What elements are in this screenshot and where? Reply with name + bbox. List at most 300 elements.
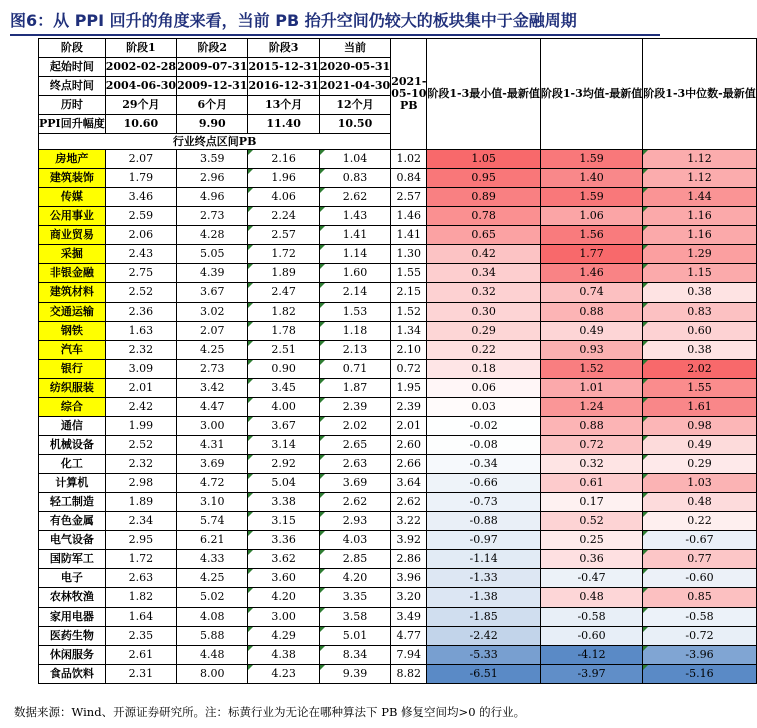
cell-s2: 4.31 <box>177 435 248 454</box>
cell-s1: 2.52 <box>105 283 176 302</box>
cell-s2: 4.25 <box>177 569 248 588</box>
industry-name: 采掘 <box>39 245 106 264</box>
header-value: 6个月 <box>177 96 248 115</box>
cell-s3: 3.14 <box>248 435 319 454</box>
cell-d3: 1.15 <box>643 264 756 283</box>
cell-d1: -6.51 <box>427 664 540 683</box>
cell-s2: 3.02 <box>177 302 248 321</box>
header-value: 阶段2 <box>177 39 248 58</box>
cell-cur: 2.02 <box>319 416 390 435</box>
header-value: 2009-12-31 <box>177 77 248 96</box>
header-row <box>39 39 757 58</box>
cell-cur: 1.87 <box>319 378 390 397</box>
table-row <box>39 588 757 607</box>
cell-s3: 4.20 <box>248 588 319 607</box>
cell-d3: 0.49 <box>643 435 756 454</box>
header-value: 2004-06-30 <box>105 77 176 96</box>
cell-d3: -5.16 <box>643 664 756 683</box>
cell-d2: -0.58 <box>540 607 642 626</box>
cell-pb: 3.64 <box>391 474 427 493</box>
industry-name: 通信 <box>39 416 106 435</box>
cell-d3: -0.67 <box>643 531 756 550</box>
cell-d3: 1.12 <box>643 169 756 188</box>
industry-name: 食品饮料 <box>39 664 106 683</box>
cell-s2: 5.05 <box>177 245 248 264</box>
industry-name: 房地产 <box>39 150 106 169</box>
cell-d3: 2.02 <box>643 359 756 378</box>
cell-cur: 2.93 <box>319 512 390 531</box>
cell-s1: 1.72 <box>105 550 176 569</box>
cell-s3: 3.36 <box>248 531 319 550</box>
cell-d2: -4.12 <box>540 645 642 664</box>
cell-d2: 1.40 <box>540 169 642 188</box>
cell-cur: 2.39 <box>319 397 390 416</box>
industry-name: 有色金属 <box>39 512 106 531</box>
header-value: 10.60 <box>105 115 176 134</box>
cell-d1: -5.33 <box>427 645 540 664</box>
cell-d1: 0.18 <box>427 359 540 378</box>
cell-pb: 1.52 <box>391 302 427 321</box>
industry-name: 公用事业 <box>39 207 106 226</box>
cell-s1: 3.46 <box>105 188 176 207</box>
cell-pb: 3.96 <box>391 569 427 588</box>
cell-pb: 2.86 <box>391 550 427 569</box>
cell-s3: 4.06 <box>248 188 319 207</box>
cell-s2: 3.10 <box>177 493 248 512</box>
industry-name: 机械设备 <box>39 435 106 454</box>
cell-cur: 2.65 <box>319 435 390 454</box>
cell-s1: 2.61 <box>105 645 176 664</box>
cell-pb: 1.55 <box>391 264 427 283</box>
cell-d3: 0.22 <box>643 512 756 531</box>
table-row <box>39 435 757 454</box>
industry-name: 电气设备 <box>39 531 106 550</box>
cell-s2: 5.02 <box>177 588 248 607</box>
cell-d2: -0.60 <box>540 626 642 645</box>
cell-d3: -3.96 <box>643 645 756 664</box>
cell-d3: 1.61 <box>643 397 756 416</box>
table-row <box>39 664 757 683</box>
header-value: 当前 <box>319 39 390 58</box>
cell-pb: 1.46 <box>391 207 427 226</box>
cell-s2: 4.08 <box>177 607 248 626</box>
cell-d2: 0.88 <box>540 302 642 321</box>
cell-s3: 1.72 <box>248 245 319 264</box>
cell-pb: 3.20 <box>391 588 427 607</box>
cell-d1: -1.33 <box>427 569 540 588</box>
table-row <box>39 550 757 569</box>
cell-d2: 1.52 <box>540 359 642 378</box>
cell-cur: 2.62 <box>319 493 390 512</box>
cell-d1: 0.32 <box>427 283 540 302</box>
cell-s2: 5.74 <box>177 512 248 531</box>
cell-pb: 2.57 <box>391 188 427 207</box>
cell-s3: 2.47 <box>248 283 319 302</box>
cell-cur: 5.01 <box>319 626 390 645</box>
cell-cur: 4.03 <box>319 531 390 550</box>
cell-pb: 1.02 <box>391 150 427 169</box>
cell-pb: 0.72 <box>391 359 427 378</box>
cell-d2: 1.06 <box>540 207 642 226</box>
cell-s1: 2.42 <box>105 397 176 416</box>
table-row <box>39 416 757 435</box>
header-value: 12个月 <box>319 96 390 115</box>
cell-pb: 1.34 <box>391 321 427 340</box>
cell-s1: 2.63 <box>105 569 176 588</box>
cell-s3: 3.67 <box>248 416 319 435</box>
table-row <box>39 645 757 664</box>
cell-d3: 0.38 <box>643 340 756 359</box>
cell-pb: 1.41 <box>391 226 427 245</box>
cell-d1: -0.88 <box>427 512 540 531</box>
cell-d2: -3.97 <box>540 664 642 683</box>
cell-d2: 0.49 <box>540 321 642 340</box>
cell-d2: -0.47 <box>540 569 642 588</box>
cell-s1: 2.35 <box>105 626 176 645</box>
cell-s1: 3.09 <box>105 359 176 378</box>
source-note: 数据来源：Wind、开源证券研究所。注：标黄行业为无论在哪种算法下 PB 修复空间均>0 的行业。 <box>14 705 526 719</box>
cell-d3: 1.55 <box>643 378 756 397</box>
header-label: 终点时间 <box>39 77 106 96</box>
cell-s2: 4.39 <box>177 264 248 283</box>
cell-s3: 4.00 <box>248 397 319 416</box>
cell-d2: 0.25 <box>540 531 642 550</box>
cell-s3: 2.51 <box>248 340 319 359</box>
cell-s1: 2.01 <box>105 378 176 397</box>
cell-s1: 2.43 <box>105 245 176 264</box>
cell-d2: 1.77 <box>540 245 642 264</box>
header-label: PPI回升幅度 <box>39 115 106 134</box>
diff-column-header: 阶段1-3均值-最新值 <box>540 39 642 150</box>
table-row <box>39 569 757 588</box>
section-label: 行业终点区间PB <box>39 134 391 150</box>
cell-d3: 0.60 <box>643 321 756 340</box>
cell-d3: -0.58 <box>643 607 756 626</box>
cell-d3: 0.29 <box>643 455 756 474</box>
cell-d1: 0.06 <box>427 378 540 397</box>
cell-d1: 0.78 <box>427 207 540 226</box>
cell-cur: 2.85 <box>319 550 390 569</box>
cell-cur: 2.62 <box>319 188 390 207</box>
header-label: 历时 <box>39 96 106 115</box>
table-row <box>39 359 757 378</box>
cell-s3: 1.96 <box>248 169 319 188</box>
cell-s2: 2.07 <box>177 321 248 340</box>
cell-s2: 2.73 <box>177 359 248 378</box>
cell-cur: 1.14 <box>319 245 390 264</box>
cell-s1: 2.07 <box>105 150 176 169</box>
industry-name: 纺织服装 <box>39 378 106 397</box>
cell-cur: 9.39 <box>319 664 390 683</box>
cell-cur: 2.13 <box>319 340 390 359</box>
table-row <box>39 207 757 226</box>
cell-s3: 2.16 <box>248 150 319 169</box>
header-value: 2021-04-30 <box>319 77 390 96</box>
pb-table <box>38 38 757 684</box>
table-row <box>39 302 757 321</box>
cell-s1: 2.36 <box>105 302 176 321</box>
industry-name: 汽车 <box>39 340 106 359</box>
cell-s3: 2.57 <box>248 226 319 245</box>
table-row <box>39 264 757 283</box>
cell-s2: 4.25 <box>177 340 248 359</box>
cell-cur: 1.04 <box>319 150 390 169</box>
industry-name: 国防军工 <box>39 550 106 569</box>
cell-d2: 0.36 <box>540 550 642 569</box>
cell-s1: 2.59 <box>105 207 176 226</box>
cell-s1: 2.32 <box>105 455 176 474</box>
cell-cur: 1.41 <box>319 226 390 245</box>
cell-d2: 0.61 <box>540 474 642 493</box>
cell-d1: -0.02 <box>427 416 540 435</box>
table-row <box>39 531 757 550</box>
cell-pb: 1.30 <box>391 245 427 264</box>
cell-d3: 0.48 <box>643 493 756 512</box>
cell-s1: 2.98 <box>105 474 176 493</box>
cell-d3: 0.85 <box>643 588 756 607</box>
cell-d2: 1.59 <box>540 150 642 169</box>
header-value: 2015-12-31 <box>248 58 319 77</box>
cell-d2: 1.01 <box>540 378 642 397</box>
cell-s3: 5.04 <box>248 474 319 493</box>
cell-s3: 4.38 <box>248 645 319 664</box>
header-value: 11.40 <box>248 115 319 134</box>
table-row <box>39 607 757 626</box>
header-value: 阶段3 <box>248 39 319 58</box>
industry-name: 银行 <box>39 359 106 378</box>
industry-name: 医药生物 <box>39 626 106 645</box>
table-row <box>39 378 757 397</box>
cell-s1: 1.79 <box>105 169 176 188</box>
header-label: 起始时间 <box>39 58 106 77</box>
cell-d2: 1.46 <box>540 264 642 283</box>
cell-s3: 3.00 <box>248 607 319 626</box>
industry-name: 轻工制造 <box>39 493 106 512</box>
cell-s2: 4.48 <box>177 645 248 664</box>
cell-d3: 1.03 <box>643 474 756 493</box>
cell-d1: 0.34 <box>427 264 540 283</box>
cell-s2: 3.69 <box>177 455 248 474</box>
cell-pb: 1.95 <box>391 378 427 397</box>
cell-d2: 1.59 <box>540 188 642 207</box>
cell-s3: 2.92 <box>248 455 319 474</box>
cell-d1: 0.03 <box>427 397 540 416</box>
table-row <box>39 512 757 531</box>
cell-d2: 0.48 <box>540 588 642 607</box>
industry-name: 化工 <box>39 455 106 474</box>
cell-s1: 2.34 <box>105 512 176 531</box>
cell-d1: 0.29 <box>427 321 540 340</box>
industry-name: 传媒 <box>39 188 106 207</box>
cell-d3: 0.77 <box>643 550 756 569</box>
cell-d2: 0.72 <box>540 435 642 454</box>
header-value: 2002-02-28 <box>105 58 176 77</box>
cell-s3: 2.24 <box>248 207 319 226</box>
cell-s1: 1.89 <box>105 493 176 512</box>
table-row <box>39 397 757 416</box>
table-row <box>39 340 757 359</box>
header-value: 阶段1 <box>105 39 176 58</box>
cell-pb: 3.22 <box>391 512 427 531</box>
cell-d3: 1.16 <box>643 207 756 226</box>
table-row <box>39 150 757 169</box>
cell-cur: 3.58 <box>319 607 390 626</box>
cell-s2: 4.28 <box>177 226 248 245</box>
cell-cur: 1.43 <box>319 207 390 226</box>
cell-pb: 8.82 <box>391 664 427 683</box>
cell-s3: 1.78 <box>248 321 319 340</box>
cell-cur: 2.14 <box>319 283 390 302</box>
cell-d1: -1.14 <box>427 550 540 569</box>
cell-s1: 1.82 <box>105 588 176 607</box>
cell-s3: 4.29 <box>248 626 319 645</box>
table-body <box>39 39 757 684</box>
industry-name: 建筑材料 <box>39 283 106 302</box>
cell-d3: 1.29 <box>643 245 756 264</box>
cell-d1: 0.30 <box>427 302 540 321</box>
figure-title: 图6：从 PPI 回升的角度来看，当前 PB 抬升空间仍较大的板块集中于金融周期 <box>10 11 577 30</box>
cell-pb: 2.39 <box>391 397 427 416</box>
cell-pb: 2.62 <box>391 493 427 512</box>
cell-pb: 2.15 <box>391 283 427 302</box>
cell-s1: 2.95 <box>105 531 176 550</box>
cell-s1: 1.64 <box>105 607 176 626</box>
industry-name: 休闲服务 <box>39 645 106 664</box>
table-row <box>39 626 757 645</box>
cell-pb: 2.60 <box>391 435 427 454</box>
header-value: 10.50 <box>319 115 390 134</box>
header-label: 阶段 <box>39 39 106 58</box>
industry-name: 家用电器 <box>39 607 106 626</box>
cell-cur: 0.71 <box>319 359 390 378</box>
cell-s2: 2.73 <box>177 207 248 226</box>
cell-cur: 8.34 <box>319 645 390 664</box>
cell-s3: 3.60 <box>248 569 319 588</box>
cell-cur: 0.83 <box>319 169 390 188</box>
cell-pb: 2.01 <box>391 416 427 435</box>
cell-s3: 1.89 <box>248 264 319 283</box>
cell-pb: 3.49 <box>391 607 427 626</box>
cell-cur: 3.35 <box>319 588 390 607</box>
header-value: 9.90 <box>177 115 248 134</box>
cell-s1: 2.75 <box>105 264 176 283</box>
cell-d3: 0.83 <box>643 302 756 321</box>
cell-s1: 1.63 <box>105 321 176 340</box>
cell-cur: 1.18 <box>319 321 390 340</box>
pb-column-header: 2021-05-10 PB <box>391 39 427 150</box>
cell-d3: 1.12 <box>643 150 756 169</box>
industry-name: 建筑装饰 <box>39 169 106 188</box>
cell-s2: 4.96 <box>177 188 248 207</box>
table-row <box>39 283 757 302</box>
table-row <box>39 321 757 340</box>
cell-pb: 7.94 <box>391 645 427 664</box>
cell-s3: 3.38 <box>248 493 319 512</box>
cell-d1: -0.97 <box>427 531 540 550</box>
industry-name: 综合 <box>39 397 106 416</box>
cell-d1: 0.89 <box>427 188 540 207</box>
cell-d1: 0.22 <box>427 340 540 359</box>
title-rule <box>10 34 660 36</box>
cell-d2: 0.93 <box>540 340 642 359</box>
cell-s2: 2.96 <box>177 169 248 188</box>
table-row <box>39 169 757 188</box>
industry-name: 非银金融 <box>39 264 106 283</box>
cell-d1: -2.42 <box>427 626 540 645</box>
cell-cur: 4.20 <box>319 569 390 588</box>
cell-pb: 2.66 <box>391 455 427 474</box>
cell-d3: 1.16 <box>643 226 756 245</box>
table-row <box>39 245 757 264</box>
cell-d1: -0.34 <box>427 455 540 474</box>
industry-name: 农林牧渔 <box>39 588 106 607</box>
cell-s2: 4.72 <box>177 474 248 493</box>
cell-d3: -0.60 <box>643 569 756 588</box>
cell-s2: 4.33 <box>177 550 248 569</box>
diff-column-header: 阶段1-3最小值-最新值 <box>427 39 540 150</box>
cell-pb: 3.92 <box>391 531 427 550</box>
cell-d3: 1.44 <box>643 188 756 207</box>
cell-s2: 5.88 <box>177 626 248 645</box>
cell-d2: 0.88 <box>540 416 642 435</box>
cell-d2: 0.17 <box>540 493 642 512</box>
cell-s1: 2.32 <box>105 340 176 359</box>
diff-column-header: 阶段1-3中位数-最新值 <box>643 39 756 150</box>
cell-d2: 0.32 <box>540 455 642 474</box>
cell-s3: 4.23 <box>248 664 319 683</box>
cell-s3: 3.15 <box>248 512 319 531</box>
cell-d1: 1.05 <box>427 150 540 169</box>
cell-d1: -0.66 <box>427 474 540 493</box>
cell-s2: 3.42 <box>177 378 248 397</box>
header-value: 2009-07-31 <box>177 58 248 77</box>
header-value: 29个月 <box>105 96 176 115</box>
header-value: 2020-05-31 <box>319 58 390 77</box>
cell-d3: -0.72 <box>643 626 756 645</box>
cell-d1: -1.85 <box>427 607 540 626</box>
cell-s2: 3.00 <box>177 416 248 435</box>
table-row <box>39 474 757 493</box>
cell-pb: 0.84 <box>391 169 427 188</box>
cell-d2: 0.52 <box>540 512 642 531</box>
table-row <box>39 188 757 207</box>
cell-d1: -0.08 <box>427 435 540 454</box>
cell-s1: 2.52 <box>105 435 176 454</box>
cell-s2: 4.47 <box>177 397 248 416</box>
cell-cur: 1.53 <box>319 302 390 321</box>
industry-name: 交通运输 <box>39 302 106 321</box>
cell-pb: 4.77 <box>391 626 427 645</box>
cell-s2: 8.00 <box>177 664 248 683</box>
cell-s2: 3.67 <box>177 283 248 302</box>
cell-cur: 2.63 <box>319 455 390 474</box>
cell-d1: 0.65 <box>427 226 540 245</box>
table-row <box>39 455 757 474</box>
cell-pb: 2.10 <box>391 340 427 359</box>
cell-d3: 0.38 <box>643 283 756 302</box>
cell-s3: 3.62 <box>248 550 319 569</box>
cell-s1: 2.06 <box>105 226 176 245</box>
cell-cur: 1.60 <box>319 264 390 283</box>
cell-d1: 0.42 <box>427 245 540 264</box>
cell-d2: 0.74 <box>540 283 642 302</box>
table-row <box>39 493 757 512</box>
cell-cur: 3.69 <box>319 474 390 493</box>
cell-s2: 3.59 <box>177 150 248 169</box>
cell-s1: 2.31 <box>105 664 176 683</box>
industry-name: 计算机 <box>39 474 106 493</box>
cell-d2: 1.56 <box>540 226 642 245</box>
